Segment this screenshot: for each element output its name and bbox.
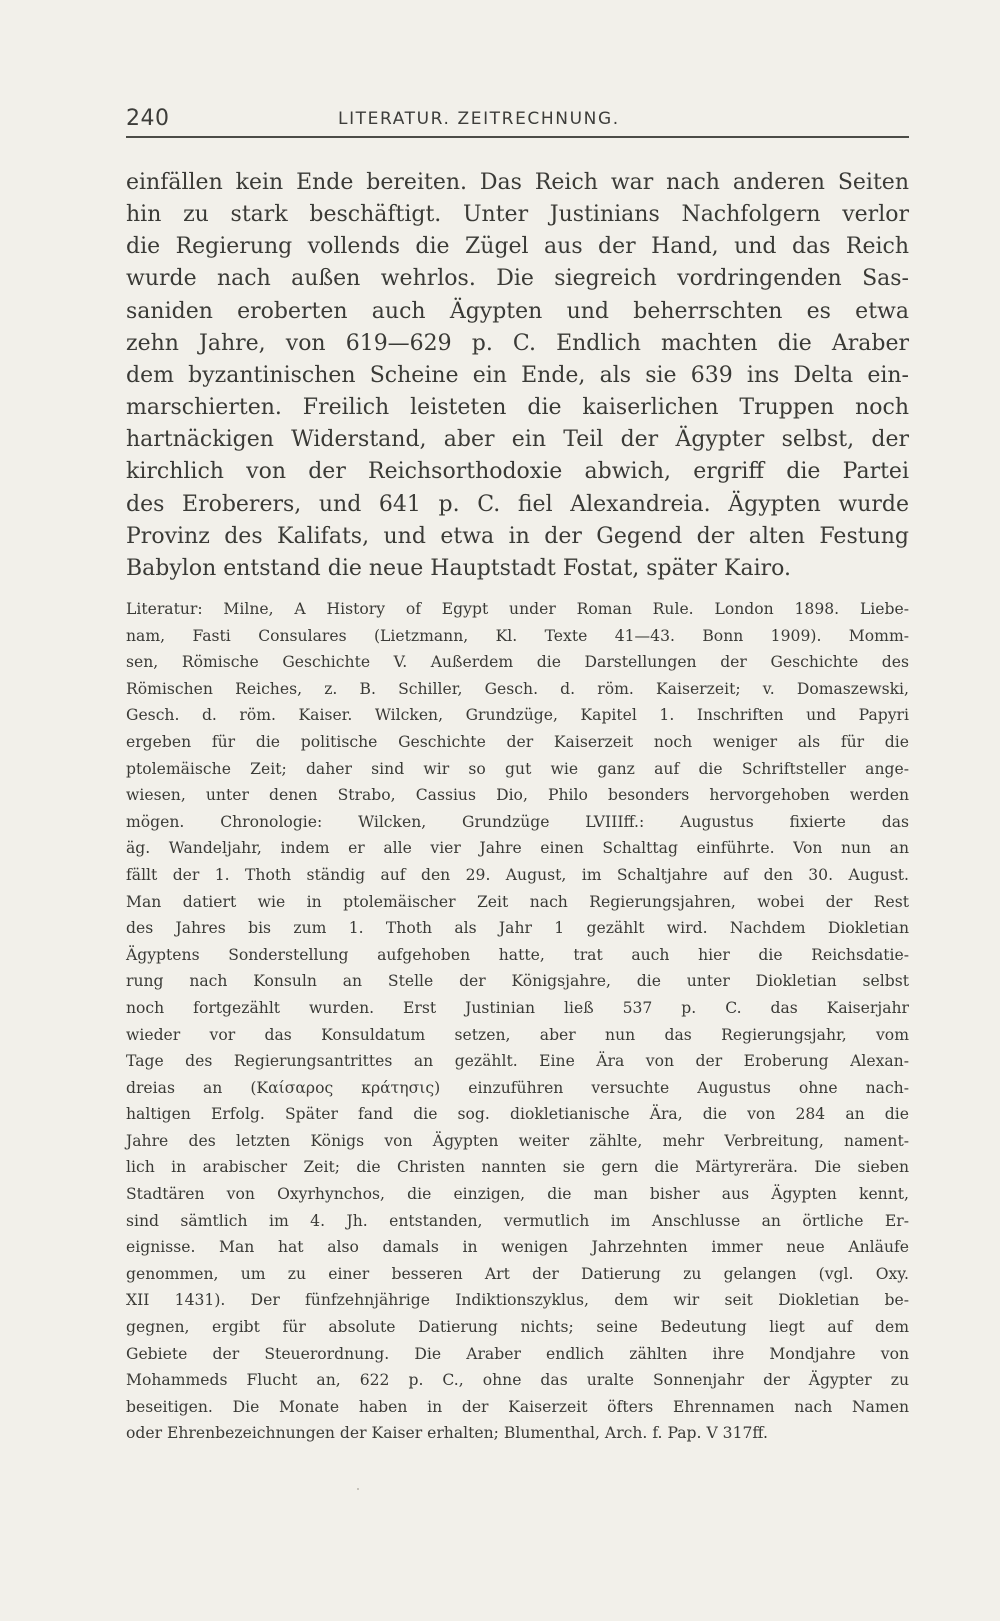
note-line: genommen, um zu einer besseren Art der Datierung zu gelangen (vgl. Oxy. [126, 1264, 909, 1283]
running-title: LITERATUR. ZEITRECHNUNG. [338, 109, 620, 129]
text-line: des Eroberers, und 641 p. C. fiel Alexandreia. Ägypten wurde [126, 491, 909, 517]
text-line: die Regierung vollends die Zügel aus der Hand, und das Reich [126, 234, 909, 260]
note-line: beseitigen. Die Monate haben in der Kaiserzeit öfters Ehrennamen nach Namen [126, 1397, 909, 1416]
note-line: Mohammeds Flucht an, 622 p. C., ohne das uralte Sonnenjahr der Ägypter zu [126, 1371, 909, 1390]
note-line: gegnen, ergibt für absolute Datierung nichts; seine Bedeutung liegt auf dem [126, 1318, 909, 1337]
text-line: zehn Jahre, von 619—629 p. C. Endlich machten die Araber [126, 330, 909, 356]
note-line: XII 1431). Der fünfzehnjährige Indiktionszyklus, dem wir seit Diokletian be- [126, 1291, 909, 1310]
note-line: Man datiert wie in ptolemäischer Zeit nach Regierungsjahren, wobei der Rest [126, 892, 909, 911]
note-line: Gesch. d. röm. Kaiser. Wilcken, Grundzüge, Kapitel 1. Inschriften und Papyri [126, 706, 909, 725]
note-line: mögen. Chronologie: Wilcken, Grundzüge LVIIIff.: Augustus fixierte das [126, 812, 909, 831]
note-line: ptolemäische Zeit; daher sind wir so gut wie ganz auf die Schriftsteller ange- [126, 759, 909, 778]
text-line: saniden eroberten auch Ägypten und beherrschten es etwa [126, 298, 909, 324]
note-line: wieder vor das Konsuldatum setzen, aber nun das Regierungsjahr, vom [126, 1025, 909, 1044]
page-header [126, 104, 909, 136]
header-rule [126, 136, 909, 138]
note-line: eignisse. Man hat also damals in wenigen Jahrzehnten immer neue Anläufe [126, 1238, 909, 1257]
main-paragraph [126, 167, 909, 585]
text-line: dem byzantinischen Scheine ein Ende, als sie 639 ins Delta ein- [126, 362, 909, 388]
text-line: Provinz des Kalifats, und etwa in der Gegend der alten Festung [126, 523, 909, 549]
text-line: Babylon entstand die neue Hauptstadt Fostat, später Kairo. [126, 555, 792, 581]
note-line: sind sämtlich im 4. Jh. entstanden, vermutlich im Anschlusse an örtliche Er- [126, 1211, 909, 1230]
note-line: wiesen, unter denen Strabo, Cassius Dio, Philo besonders hervorgehoben werden [126, 786, 909, 805]
note-line: oder Ehrenbezeichnungen der Kaiser erhalten; Blumenthal, Arch. f. Pap. V 317ff. [126, 1424, 768, 1443]
note-line: lich in arabischer Zeit; die Christen nannten sie gern die Märtyrerära. Die sieben [126, 1158, 909, 1177]
note-line: des Jahres bis zum 1. Thoth als Jahr 1 gezählt wird. Nachdem Diokletian [126, 919, 909, 938]
note-line: Stadtären von Oxyrhynchos, die einzigen, die man bisher aus Ägypten kennt, [126, 1185, 909, 1204]
note-line: nam, Fasti Consulares (Lietzmann, Kl. Texte 41—43. Bonn 1909). Momm- [126, 626, 909, 645]
note-line: Literatur: Milne, A History of Egypt under Roman Rule. London 1898. Liebe- [126, 600, 909, 618]
text-line: hartnäckigen Widerstand, aber ein Teil der Ägypter selbst, der [126, 427, 909, 453]
note-line: rung nach Konsuln an Stelle der Königsjahre, die unter Diokletian selbst [126, 972, 909, 991]
page-number: 240 [126, 106, 170, 131]
text-line: marschierten. Freilich leisteten die kaiserlichen Truppen noch [126, 395, 909, 421]
text-line: kirchlich von der Reichsorthodoxie abwich, ergriff die Partei [126, 459, 909, 485]
note-line: Jahre des letzten Königs von Ägypten weiter zählte, mehr Verbreitung, nament- [126, 1131, 909, 1150]
note-line: noch fortgezählt wurden. Erst Justinian ließ 537 p. C. das Kaiserjahr [126, 998, 909, 1017]
note-line: ergeben für die politische Geschichte der Kaiserzeit noch weniger als für die [126, 732, 909, 751]
text-line: einfällen kein Ende bereiten. Das Reich war nach anderen Seiten [126, 170, 909, 195]
note-line: äg. Wandeljahr, indem er alle vier Jahre einen Schalttag einführte. Von nun an [126, 839, 909, 858]
text-line: hin zu stark beschäftigt. Unter Justinians Nachfolgern verlor [126, 202, 909, 228]
note-line: Römischen Reiches, z. B. Schiller, Gesch. d. röm. Kaiserzeit; v. Domaszewski, [126, 679, 909, 698]
literature-notes [126, 596, 909, 1447]
text-line: wurde nach außen wehrlos. Die siegreich vordringenden Sas- [126, 266, 909, 292]
note-line: Ägyptens Sonderstellung aufgehoben hatte, trat auch hier die Reichsdatie- [126, 945, 909, 964]
paper-speck [357, 1488, 359, 1490]
note-line: fällt der 1. Thoth ständig auf den 29. August, im Schaltjahre auf den 30. August. [126, 865, 909, 884]
note-line: haltigen Erfolg. Später fand die sog. diokletianische Ära, die von 284 an die [126, 1105, 909, 1124]
note-line: sen, Römische Geschichte V. Außerdem die Darstellungen der Geschichte des [126, 653, 909, 672]
note-line: Tage des Regierungsantrittes an gezählt. Eine Ära von der Eroberung Alexan- [126, 1052, 909, 1071]
note-line: dreias an (Καίσαρος κράτησις) einzuführen versuchte Augustus ohne nach- [126, 1078, 909, 1097]
note-line: Gebiete der Steuerordnung. Die Araber endlich zählten ihre Mondjahre von [126, 1344, 909, 1363]
